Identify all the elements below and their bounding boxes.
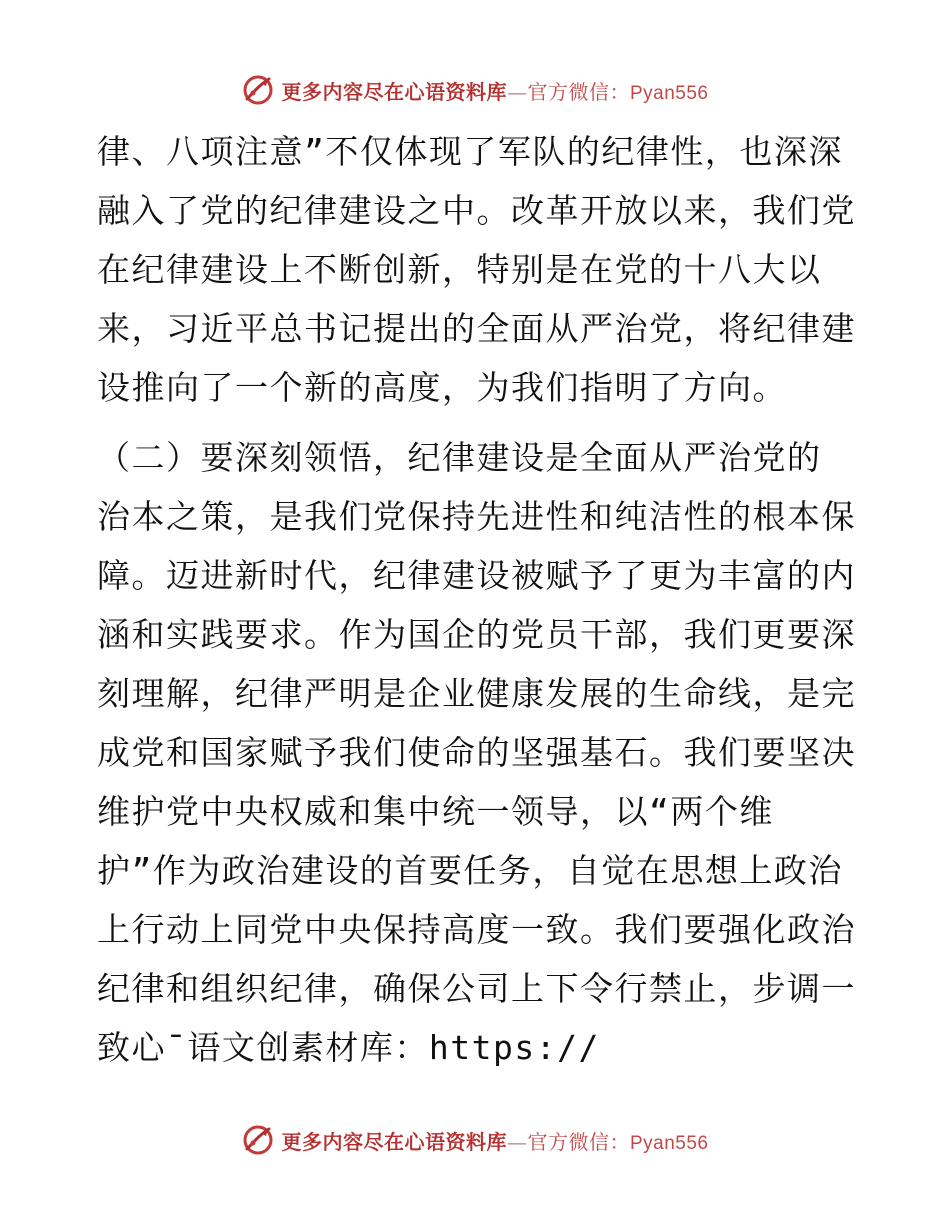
footer-banner-lead: 更多内容尽在心语资料库 [281,1129,507,1154]
text-line: 治本之策，是我们党保持先进性和纯洁性的根本保 [97,497,856,536]
brush-pen-logo-icon [241,1123,275,1157]
text-line: 上行动上同党中央保持高度一致。我们要强化政治 [97,910,856,949]
header-banner-dash: — [506,79,528,104]
text-line: 成党和国家赋予我们使命的坚强基石。我们要坚决 [97,733,856,772]
header-banner-lead: 更多内容尽在心语资料库 [281,79,507,104]
header-banner [0,70,950,110]
paragraph-gap [97,417,857,428]
text-line: 律、八项注意”不仅体现了军队的纪律性，也深深 [97,132,843,171]
header-wechat-id: Pyan556 [629,82,709,104]
footer-wechat-id: Pyan556 [629,1132,709,1154]
text-line: 维护党中央权威和集中统一领导，以“两个维 [97,792,774,831]
text-line: 护”作为政治建设的首要任务，自觉在思想上政治 [97,851,843,890]
paragraph-2 [97,428,857,1077]
footer-banner-text [281,1126,708,1155]
document-body [97,122,857,1077]
text-line: （二）要深刻领悟，纪律建设是全面从严治党的 [97,438,822,477]
paragraph-1 [97,122,857,417]
text-line: 纪律和组织纪律，确保公司上下令行禁止，步调一 [97,969,856,1008]
header-banner-tail: 官方微信： [527,79,630,104]
text-line: 障。迈进新时代，纪律建设被赋予了更为丰富的内 [97,556,856,595]
text-line: 设推向了一个新的高度，为我们指明了方向。 [97,368,787,407]
text-line: 来，习近平总书记提出的全面从严治党，将纪律建 [97,309,856,348]
brush-pen-logo-icon [241,73,275,107]
text-line: 致心¯语文创素材库：https:// [97,1028,600,1067]
header-banner-text [281,76,708,105]
text-line: 在纪律建设上不断创新，特别是在党的十八大以 [97,250,822,289]
footer-banner-dash: — [506,1129,528,1154]
header-banner-inner [241,73,708,107]
text-line: 涵和实践要求。作为国企的党员干部，我们更要深 [97,615,856,654]
text-line: 刻理解，纪律严明是企业健康发展的生命线，是完 [97,674,856,713]
text-line: 融入了党的纪律建设之中。改革开放以来，我们党 [97,191,856,230]
footer-banner-inner [241,1123,708,1157]
footer-banner [0,1120,950,1160]
footer-banner-tail: 官方微信： [527,1129,630,1154]
